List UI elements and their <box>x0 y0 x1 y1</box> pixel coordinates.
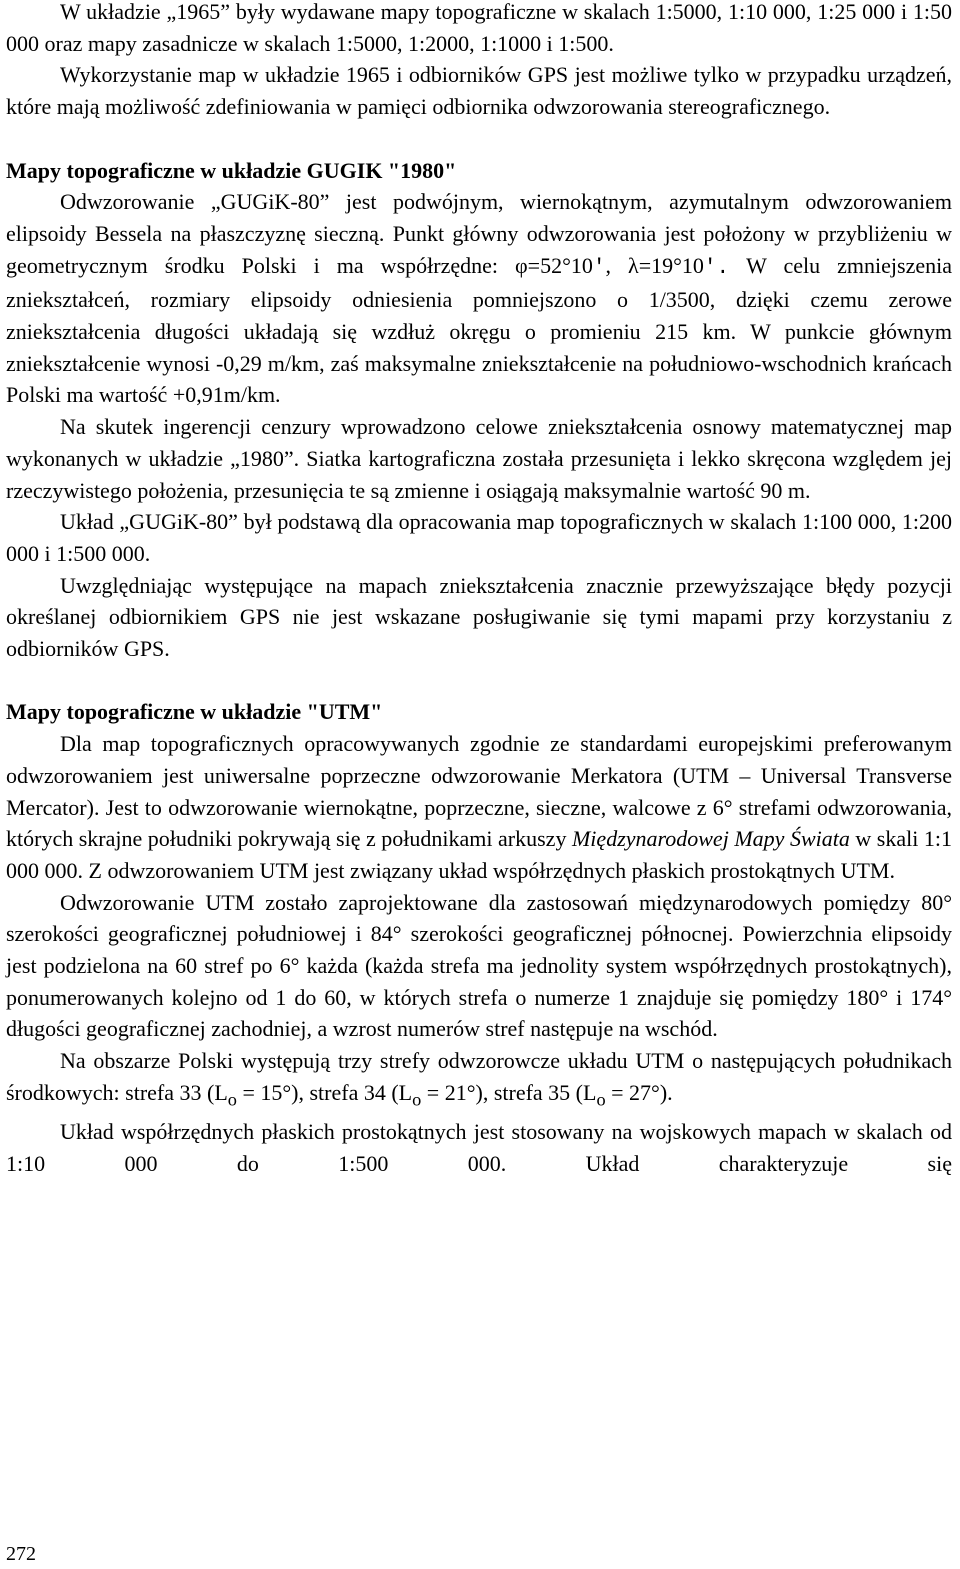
paragraph-gugik-gps: Uwzględniając występujące na mapach zniekształcenia znacznie przewyższające błędy pozycji określanej odbiornikiem GPS nie jest wskazane posługiwanie się tymi mapami przy korzystaniu z odbiorników GPS. <box>6 572 952 662</box>
paragraph-gap <box>6 123 952 155</box>
text-run: w skali 1:1 000 000. Z odwzorowaniem UTM jest związany układ współrzędnych płaskich prostokątnych UTM. <box>6 826 952 883</box>
text-run: Na obszarze Polski występują trzy strefy odwzorowcze układu UTM o następujących południkach środkowych: strefa 33 (L <box>6 1048 952 1105</box>
paragraph-1965-maps: W układzie „1965” były wydawane mapy topograficzne w skalach 1:5000, 1:10 000, 1:25 000 i 1:50 000 oraz mapy zasadnicze w skalach 1:5000, 1:2000, 1:1000 i 1:500. <box>6 0 952 56</box>
paragraph-gap <box>6 665 952 697</box>
prime-symbol: '. <box>703 256 730 280</box>
paragraph-gugik-projection <box>6 186 952 411</box>
text-run: = 15°), strefa 34 (L <box>236 1079 413 1105</box>
heading-gugik-1980: Mapy topograficzne w układzie GUGIK "1980" <box>6 157 457 183</box>
paragraph-utm-zones: Odwzorowanie UTM zostało zaprojektowane dla zastosowań międzynarodowych pomiędzy 80° szerokości geograficznej południowej i 84° szerokości geograficznej północnej. Powierzchnia elipsoidy jest podzielona na 60 stref po 6° każda (każda strefa ma jednolity system współrzędnych prostokątnych), ponumerowanych kolejno od 1 do 60, w których strefa o numerze 1 znajduje się pomiędzy 180° i 174° długości geograficznej zachodniej, a wzrost numerów stref następuje na wschód. <box>6 889 952 1042</box>
italic-title: Międzynarodowej Mapy Świata <box>571 826 850 852</box>
prime-symbol: ' <box>592 256 606 280</box>
paragraph-gugik-scales: Układ „GUGiK-80” był podstawą dla opracowania map topograficznych w skalach 1:100 000, 1:200 000 i 1:500 000. <box>6 509 952 566</box>
subscript: o <box>596 1089 606 1110</box>
text-run: Dla map topograficznych opracowywanych zgodnie ze standardami europejskimi preferowanym odwzorowaniem jest uniwersalne poprzeczne odwzorowanie Merkatora (UTM – Universal Transverse Mercator). Jest to odwzorowanie wiernokątne, poprzeczne, sieczne, walcowe z 6° strefami odwzorowania, których skrajne południki pokrywają się z południkami arkuszy <box>6 731 952 852</box>
subscript: o <box>227 1089 237 1110</box>
paragraph-gugik-censorship: Na skutek ingerencji cenzury wprowadzono celowe zniekształcenia osnowy matematycznej map wykonanych w układzie „1980”. Siatka kartograficzna została przesunięta i lekko skręcona względem jej rzeczywistego położenia, przesunięcia te są zmienne i osiągają maksymalnie wartość 90 m. <box>6 414 952 503</box>
paragraph-1965-gps: Wykorzystanie map w układzie 1965 i odbiorników GPS jest możliwe tylko w przypadku urządzeń, które mają możliwość zdefiniowania w pamięci odbiornika odwzorowania stereograficznego. <box>6 62 952 120</box>
paragraph-utm-poland <box>6 1045 952 1116</box>
text-run: Odwzorowanie „GUGiK-80” jest podwójnym, wiernokątnym, azymutalnym odwzorowaniem elipsoidy Bessela na płaszczyznę sieczną. Punkt główny odwzorowania jest położony w przybliżeniu w geometrycznym środku Polski i ma współrzędne: φ=52°10 <box>6 189 952 278</box>
paragraph-utm-intro <box>6 728 952 887</box>
document-page <box>6 0 952 1179</box>
heading-utm: Mapy topograficzne w układzie "UTM" <box>6 699 383 725</box>
paragraph-utm-military: Układ współrzędnych płaskich prostokątnych jest stosowany na wojskowych mapach w skalach od 1:10 000 do 1:500 000. Układ charakteryzuje się <box>6 1118 952 1176</box>
text-run: = 27°). <box>605 1079 673 1105</box>
text-run: , λ=19°10 <box>605 252 704 278</box>
text-run: W celu zmniejszenia zniekształceń, rozmiary elipsoidy odniesienia pomniejszono o 1/3500, dzięki czemu zerowe zniekształcenia długości układają się wzdłuż okręgu o promieniu 215 km. W punkcie głównym zniekształcenie wynosi -0,29 m/km, zaś maksymalne zniekształcenie na południowo-wschodnich krańcach Polski ma wartość +0,91m/km. <box>6 252 953 408</box>
text-run: = 21°), strefa 35 (L <box>421 1079 597 1105</box>
subscript: o <box>412 1089 422 1110</box>
page-number: 272 <box>6 1543 36 1565</box>
